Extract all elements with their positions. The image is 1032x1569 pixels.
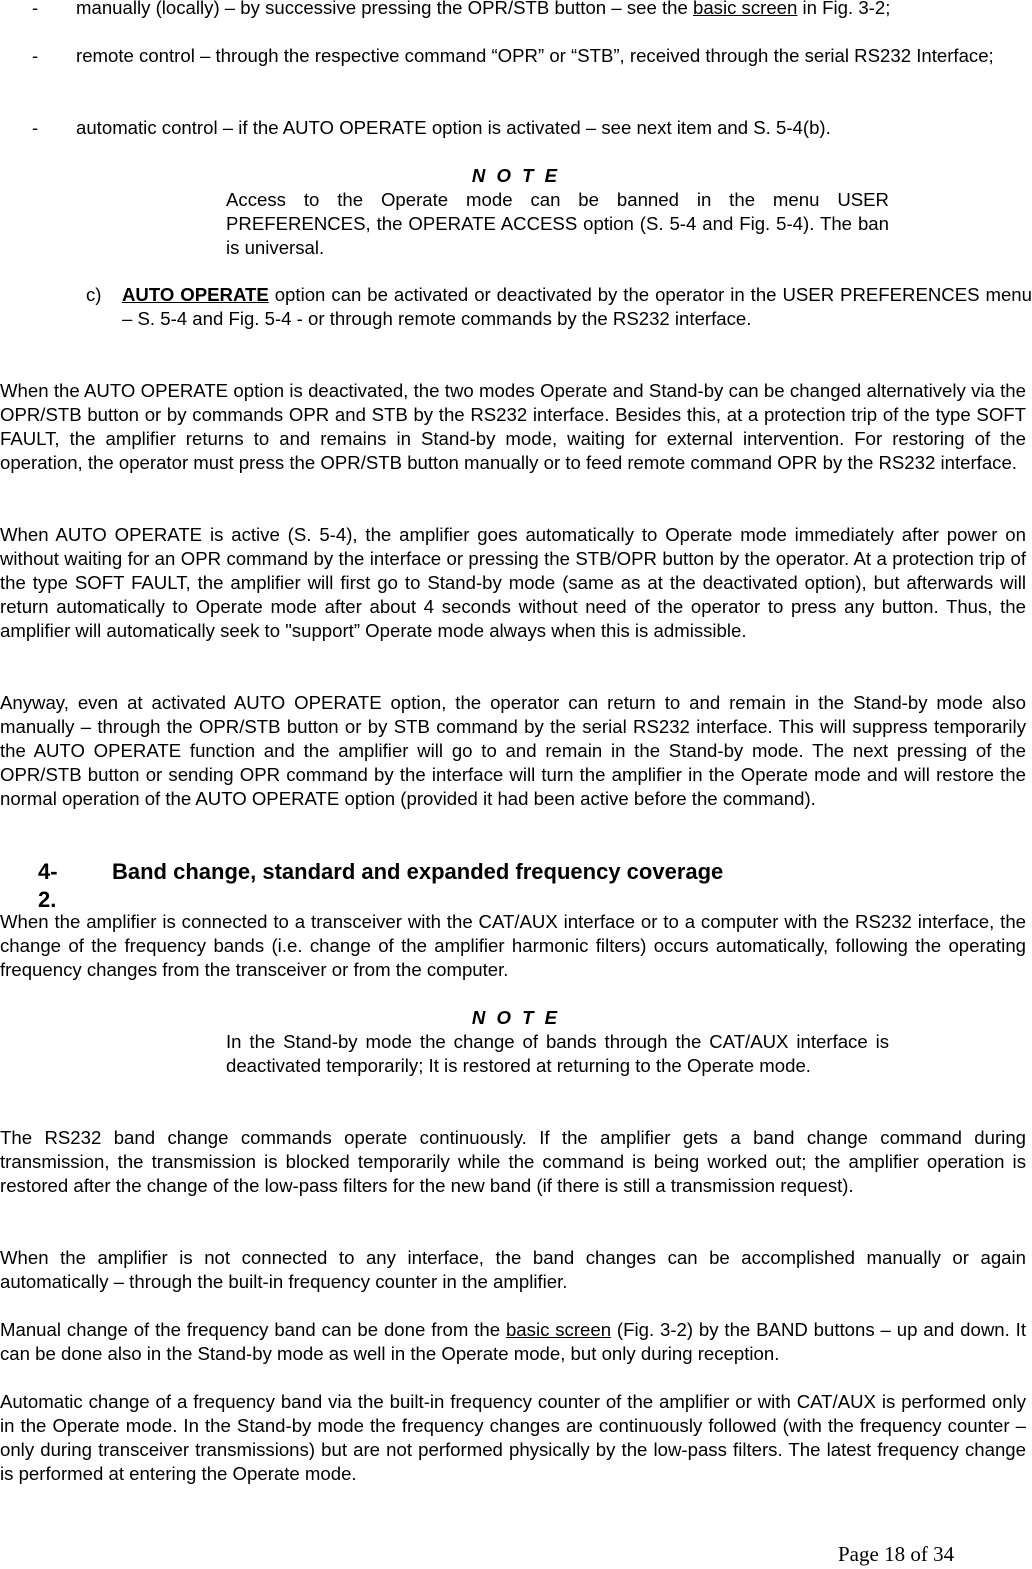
auto-operate-keyword: AUTO OPERATE — [122, 284, 269, 305]
paragraph-auto-operate-deactivated: When the AUTO OPERATE option is deactivated, the two modes Operate and Stand-by can be changed alternatively via the OPR/STB button or by commands OPR and STB by the RS232 interface. Besides this, at a protection trip of the type SOFT FAULT, the amplifier returns to and remains in Stand-by mode, waiting for external intervention. For restoring of the operation, the operator must press the OPR/STB button manually or to feed remote command OPR by the RS232 interface. — [0, 380, 1026, 473]
bullet-text-after: in Fig. 3-2; — [797, 0, 891, 18]
list-marker: c) — [86, 284, 102, 305]
paragraph-manual-band-change — [0, 1318, 1026, 1366]
bullet-dash: - — [32, 45, 39, 66]
note-body: Access to the Operate mode can be banned in the menu USER PREFERENCES, the OPERATE ACCESS option (S. 5-4 and Fig. 5-4). The ban is universal. — [226, 189, 889, 258]
bullet-text: automatic control – if the AUTO OPERATE option is activated – see next item and S. 5-4(b). — [76, 117, 831, 138]
paragraph-manual-standby: Anyway, even at activated AUTO OPERATE option, the operator can return to and remain in the Stand-by mode also manually – through the OPR/STB button or by STB command by the serial RS232 interface. This will suppress temporarily the AUTO OPERATE function and the amplifier will go to and remain in the Stand-by mode. The next pressing of the OPR/STB button or sending OPR command by the interface will turn the amplifier in the Operate mode and will restore the normal operation of the AUTO OPERATE option (provided it had been active before the command). — [0, 692, 1026, 809]
bullet-dash: - — [32, 117, 39, 138]
paragraph-text-after: (Fig. 3-2) by the BAND buttons – up and down. It can be done also in the Stand-by mode as well in the Operate mode, but only during reception. — [0, 1319, 1026, 1364]
paragraph-auto-operate-active: When AUTO OPERATE is active (S. 5-4), the amplifier goes automatically to Operate mode immediately after power on without waiting for an OPR command by the interface or pressing the STB/OPR button by the operator. At a protection trip of the type SOFT FAULT, the amplifier will first go to Stand-by mode (same as at the deactivated option), but afterwards will return automatically to Operate mode after about 4 seconds without need of the operator to press any button. Thus, the amplifier will automatically seek to "support” Operate mode always when this is admissible. — [0, 524, 1026, 641]
basic-screen-link[interactable]: basic screen — [505, 1319, 612, 1340]
list-item-text — [122, 283, 1032, 331]
basic-screen-link[interactable]: basic screen — [692, 0, 798, 18]
note-body: In the Stand-by mode the change of bands through the CAT/AUX interface is deactivated temporarily; It is restored at returning to the Operate mode. — [226, 1031, 889, 1076]
bullet-text: remote control – through the respective command “OPR” or “STB”, received through the serial RS232 Interface; — [76, 45, 994, 66]
note-title: N O T E — [471, 1007, 561, 1028]
bullet-dash: - — [32, 0, 39, 18]
page-number: Page 18 of 34 — [838, 1542, 955, 1566]
section-number: 4-2. — [38, 859, 58, 912]
paragraph-text-before: Manual change of the frequency band can be done from the — [0, 1319, 506, 1340]
bullet-text — [76, 0, 1022, 20]
bullet-text-before: manually (locally) – by successive pressing the OPR/STB button – see the — [76, 0, 693, 18]
paragraph-rs232-band-change: The RS232 band change commands operate continuously. If the amplifier gets a band change command during transmission, the transmission is blocked temporarily while the command is being worked out; the amplifier operation is restored after the change of the low-pass filters for the new band (if there is still a transmission request). — [0, 1127, 1026, 1196]
paragraph-section-intro: When the amplifier is connected to a transceiver with the CAT/AUX interface or to a computer with the RS232 interface, the change of the frequency bands (i.e. change of the amplifier harmonic filters) occurs automatically, following the operating frequency changes from the transceiver or from the computer. — [0, 911, 1026, 980]
list-item-body: option can be activated or deactivated by the operator in the USER PREFERENCES menu – S. 5-4 and Fig. 5-4 - or through remote commands by the RS232 interface. — [122, 284, 1032, 329]
paragraph-automatic-band-change: Automatic change of a frequency band via the built-in frequency counter of the amplifier or with CAT/AUX is performed only in the Operate mode. In the Stand-by mode the frequency changes are continuously followed (with the frequency counter – only during transceiver transmissions) but are not performed physically by the low-pass filters. The latest frequency change is performed at entering the Operate mode. — [0, 1391, 1026, 1484]
paragraph-not-connected: When the amplifier is not connected to any interface, the band changes can be accomplished manually or again automatically – through the built-in frequency counter in the amplifier. — [0, 1247, 1026, 1292]
section-title: Band change, standard and expanded frequency coverage — [112, 859, 724, 884]
note-title: N O T E — [471, 165, 561, 186]
